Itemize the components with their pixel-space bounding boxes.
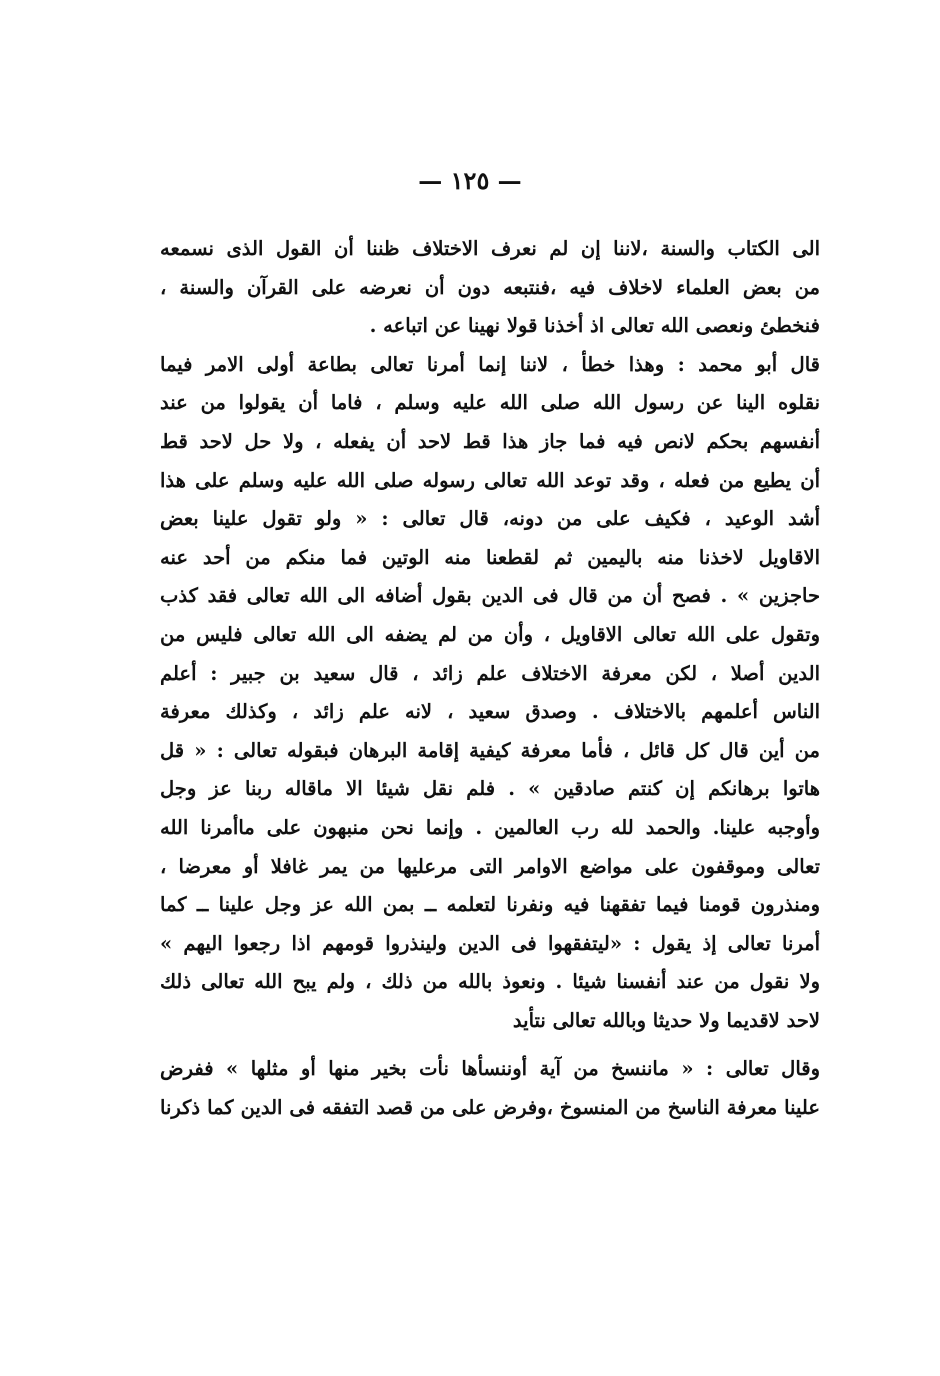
text-line: لاحد لاقديما ولا حديثا وبالله تعالى نتأيد xyxy=(512,1008,820,1032)
text-line: الى الكتاب والسنة ،لاننا إن لم نعرف الاختلاف ظننا أن القول الذى نسمعه xyxy=(160,237,820,260)
text-line: وتقول على الله تعالى الاقاويل ، وأن من لم يضفه الى الله تعالى فليس من xyxy=(160,622,820,646)
text-line: قال أبو محمد : وهذا خطأ ، لاننا إنما أمرنا تعالى بطاعة أولى الامر فيما xyxy=(160,352,820,376)
text-line: علينا معرفة الناسخ من المنسوخ ،وفرض على من قصد التفقه فى الدين كما ذكرنا xyxy=(160,1096,820,1120)
text-line: أمرنا تعالى إذ يقول : «ليتفقهوا فى الدين ولينذروا قومهم اذا رجعوا اليهم » xyxy=(160,931,820,955)
text-line: تعالى وموقفون على مواضع الاوامر التى مرعليها من يمر غافلا أو معرضا ، xyxy=(160,854,820,878)
text-line: وأوجبه علينا. والحمد لله رب العالمين . وإنما نحن منبهون على ماأمرنا الله xyxy=(160,815,820,839)
text-line: ولا نقول من عند أنفسنا شيئا . ونعوذ بالله من ذلك ، ولم يبح الله تعالى ذلك xyxy=(160,970,820,994)
text-line: حاجزين » . فصح أن من قال فى الدين بقول أضافه الى الله تعالى فقد كذب xyxy=(160,584,820,608)
text-line: من أين قال كل قائل ، فأما معرفة كيفية إقامة البرهان فبقوله تعالى : « قل xyxy=(160,738,820,762)
text-line: الدين أصلا ، لكن معرفة الاختلاف علم زائد ، قال سعيد بن جبير : أعلم xyxy=(160,661,820,685)
page-number: — ١٢٥ — xyxy=(418,166,522,195)
text-line: وقال تعالى : « ماننسخ من آية أوننسأها نأت بخير منها أو مثلها » ففرض xyxy=(160,1057,820,1081)
text-line: ومنذرون قومنا فيما تفقهنا فيه ونفرنا لتعلمه ــ بمن الله عز وجل علينا ــ كما xyxy=(160,893,820,917)
text-line: أنفسهم بحكم لانص فيه فما جاز هذا قط لاحد أن يفعله ، ولا حل لاحد قط xyxy=(160,429,820,453)
text-line: الاقاويل لاخذنا منه باليمين ثم لقطعنا منه الوتين فما منكم من أحد عنه xyxy=(160,545,820,569)
text-line: أن يطيع من فعله ، وقد توعد الله تعالى رسوله صلى الله عليه وسلم على هذا xyxy=(160,468,820,492)
text-line: هاتوا برهانكم إن كنتم صادقين » . فلم نقل شيئا الا ماقاله ربنا عز وجل xyxy=(160,777,820,801)
text-line: الناس أعلمهم بالاختلاف . وصدق سعيد ، لانه علم زائد ، وكذلك معرفة xyxy=(160,700,820,724)
text-line: فنخطئ ونعصى الله تعالى اذ أخذنا قولا نهينا عن اتباعه . xyxy=(369,314,820,338)
text-line: أشد الوعيد ، فكيف على من دونه، قال تعالى : « ولو تقول علينا بعض xyxy=(160,507,820,531)
body-text xyxy=(160,230,820,1128)
text-line: من بعض العلماء لاخلاف فيه ،فنتبعه دون أن نعرضه على القرآن والسنة ، xyxy=(160,275,820,299)
text-line: نقلوه الينا عن رسول الله صلى الله عليه وسلم ، فاما أن يقولوا من عند xyxy=(160,391,820,415)
